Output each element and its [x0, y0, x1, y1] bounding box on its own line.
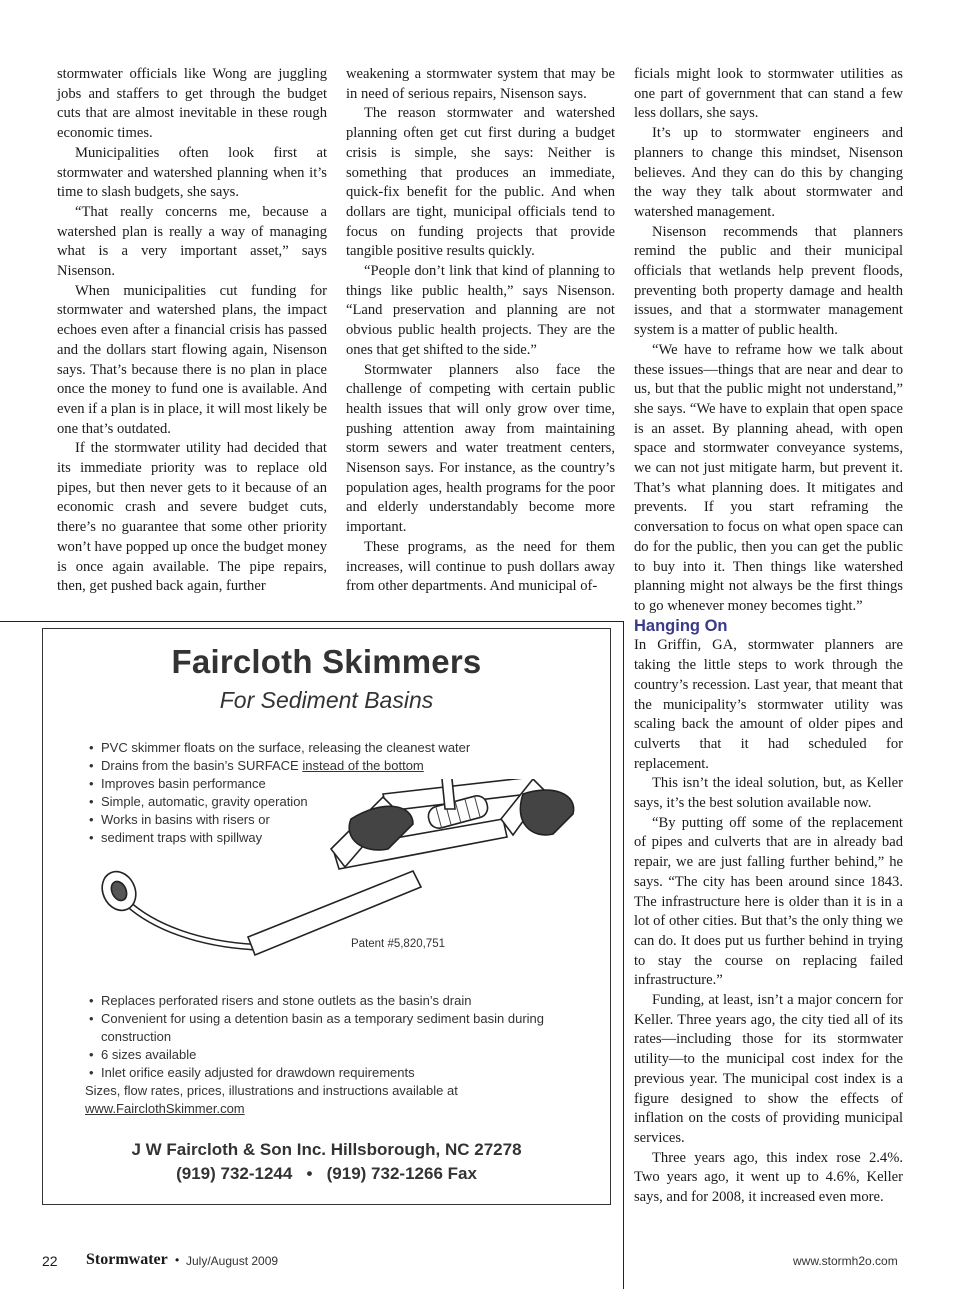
ad-title: Faircloth Skimmers	[171, 643, 482, 680]
paragraph: Nisenson recommends that planners remind the public and their municipal officials that wetlands help prevent floods, preventing both property damage and health issues, and that a stormwater management system is a matter of public health.	[634, 223, 903, 339]
article-column-1	[57, 65, 327, 597]
paragraph: Three years ago, this index rose 2.4%. Two years ago, it went up to 4.6%, Keller says, and for 2008, it increased even more.	[634, 1149, 903, 1206]
magazine-name: Stormwater	[86, 1251, 168, 1268]
paragraph: stormwater officials like Wong are juggling jobs and staffers to get through the budget cuts that are almost inevitable in these rough economic times.	[57, 66, 327, 142]
paragraph: If the stormwater utility had decided that its immediate priority was to replace old pipes, but then never gets to it because of an economic crash and severe budget cuts, there’s no guarantee that some other priority won’t have popped up once the budget money is once again available. The pipe repairs, then, get pushed back again, further	[57, 440, 327, 595]
patent-number: Patent #5,820,751	[351, 938, 445, 950]
ad-subtitle: For Sediment Basins	[219, 687, 434, 713]
company-address: J W Faircloth & Son Inc. Hillsborough, NC 27278	[131, 1140, 522, 1159]
paragraph: These programs, as the need for them increases, will continue to push dollars away from other departments. And municipal of-	[346, 538, 615, 595]
paragraph: In Griffin, GA, stormwater planners are taking the little steps to work through the country’s recession. Last year, that meant that the municipality’s stormwater utility was scaling back the amount of older pipes and culverts that it had scheduled for replacement.	[634, 637, 903, 772]
phone-line	[43, 1164, 610, 1184]
paragraph: Stormwater planners also face the challenge of competing with certain public health issues that will only grow over time, pushing attention away from maintaining storm sewers and water treatment centers, Nisenson says. For instance, as the country’s population ages, health programs for the poor and elderly understandably become more important.	[346, 361, 615, 536]
list-item: • Inlet orifice easily adjusted for drawdown requirements	[89, 1064, 609, 1082]
skimmer-illustration	[83, 779, 583, 979]
page-number: 22	[42, 1253, 58, 1269]
paragraph: The reason stormwater and watershed planning often get cut first during a budget crisis is simple, she says: Neither is something that produces an immediate, quick-fix benefit for the public. And when dollars are tight, municipal officials tend to focus on funding projects that provide tangible positive results quickly.	[346, 105, 615, 260]
article-column-2	[346, 65, 615, 597]
footer-separator: •	[175, 1253, 180, 1267]
list-item: • 6 sizes available	[89, 1046, 609, 1064]
list-item: • Improves basin performance	[89, 775, 509, 793]
ad-divider-vertical	[623, 621, 624, 1289]
paragraph: “By putting off some of the replacement of pipes and culverts that are in already bad repair, we are just falling further behind,” he says. “The city has been around since 1843. The infrastructure here is older than it is in a lot of other cities. But that’s the only thing we can do. It does put us further behind in trying to stay the course on replacing failed infrastructure.”	[634, 814, 903, 989]
list-item: • Simple, automatic, gravity operation	[89, 793, 509, 811]
issue-date: July/August 2009	[186, 1254, 279, 1268]
list-item: • Convenient for using a detention basin as a temporary sediment basin during construction	[89, 1010, 609, 1046]
paragraph: “People don’t link that kind of planning to things like public health,” says Nisenson. “Land preservation and planning are not obvious public health projects. They are the ones that get shifted to the side.”	[346, 263, 615, 358]
paragraph: “We have to reframe how we talk about these issues—things that are near and dear to us, but that the public might not understand,” she says. “We have to explain that open space is an asset. By planning ahead, with open space and stormwater conveyance systems, we can not just mitigate harm, but prevent it. That’s what planning does. It mitigates and prevents. If you start reframing the conversation to focus on what open space can do for the public, then you can get the public to buy into it. Then things like watershed planning might not always be the first things to go whenever money becomes tight.”	[634, 341, 903, 614]
paragraph: This isn’t the ideal solution, but, as Keller says, it’s the best solution available now.	[634, 775, 903, 812]
paragraph: Municipalities often look first at stormwater and watershed planning when it’s time to slash budgets, she says.	[57, 144, 327, 201]
footer-url[interactable]: www.stormh2o.com	[793, 1254, 898, 1268]
underlined-text: instead of the bottom	[302, 758, 424, 773]
phone-number: (919) 732-1244	[176, 1164, 293, 1183]
separator-dot: •	[306, 1164, 313, 1183]
website-link[interactable]: www.FairclothSkimmer.com	[85, 1101, 245, 1116]
hose	[123, 899, 253, 947]
advertisement-box	[42, 628, 611, 1205]
paragraph: ficials might look to stormwater utilities as one part of government that can stand a few less dollars, she says.	[634, 66, 903, 122]
float-right	[520, 790, 573, 835]
list-item-continuation: • sediment traps with spillway	[89, 829, 509, 847]
list-item: • PVC skimmer floats on the surface, releasing the cleanest water	[89, 739, 509, 757]
sizes-line: Sizes, flow rates, prices, illustrations and instructions available at	[85, 1083, 458, 1098]
paragraph: When municipalities cut funding for stormwater and watershed plans, the impact echoes even after a financial crisis has passed and the dollars start flowing again, Nisenson says. That’s because there is no plan in place once the money to fund one is available. And even if a plan is in place, it will most likely be one that’s outdated.	[57, 282, 327, 437]
list-item	[89, 757, 509, 775]
fax-number: (919) 732-1266 Fax	[326, 1164, 477, 1183]
list-item: • Works in basins with risers or	[89, 811, 509, 829]
list-item: • Replaces perforated risers and stone outlets as the basin’s drain	[89, 992, 609, 1010]
ad-feature-list-bottom	[89, 992, 609, 1082]
paragraph: It’s up to stormwater engineers and planners to change this mindset, Nisenson believes. And they can do this by changing the way they talk about stormwater and watershed management.	[634, 125, 903, 220]
section-subheading: Hanging On	[634, 616, 728, 635]
paragraph: “That really concerns me, because a watershed plan is really a way of managing what is a very important asset,” says Nisenson.	[57, 203, 327, 280]
ad-info-text	[85, 1082, 505, 1118]
paragraph: Funding, at least, isn’t a major concern for Keller. Three years ago, the city tied all of its rates—including those for its stormwater utility—to the municipal cost index for the previous year. The municipal cost index is a figure designed to show the effects of inflation on the costs of providing municipal services.	[634, 992, 903, 1146]
paragraph: weakening a stormwater system that may be in need of serious repairs, Nisenson says.	[346, 66, 615, 102]
ad-divider-horizontal	[0, 621, 624, 622]
list-item-text: Drains from the basin’s SURFACE	[101, 758, 299, 773]
article-column-3	[634, 65, 903, 1208]
